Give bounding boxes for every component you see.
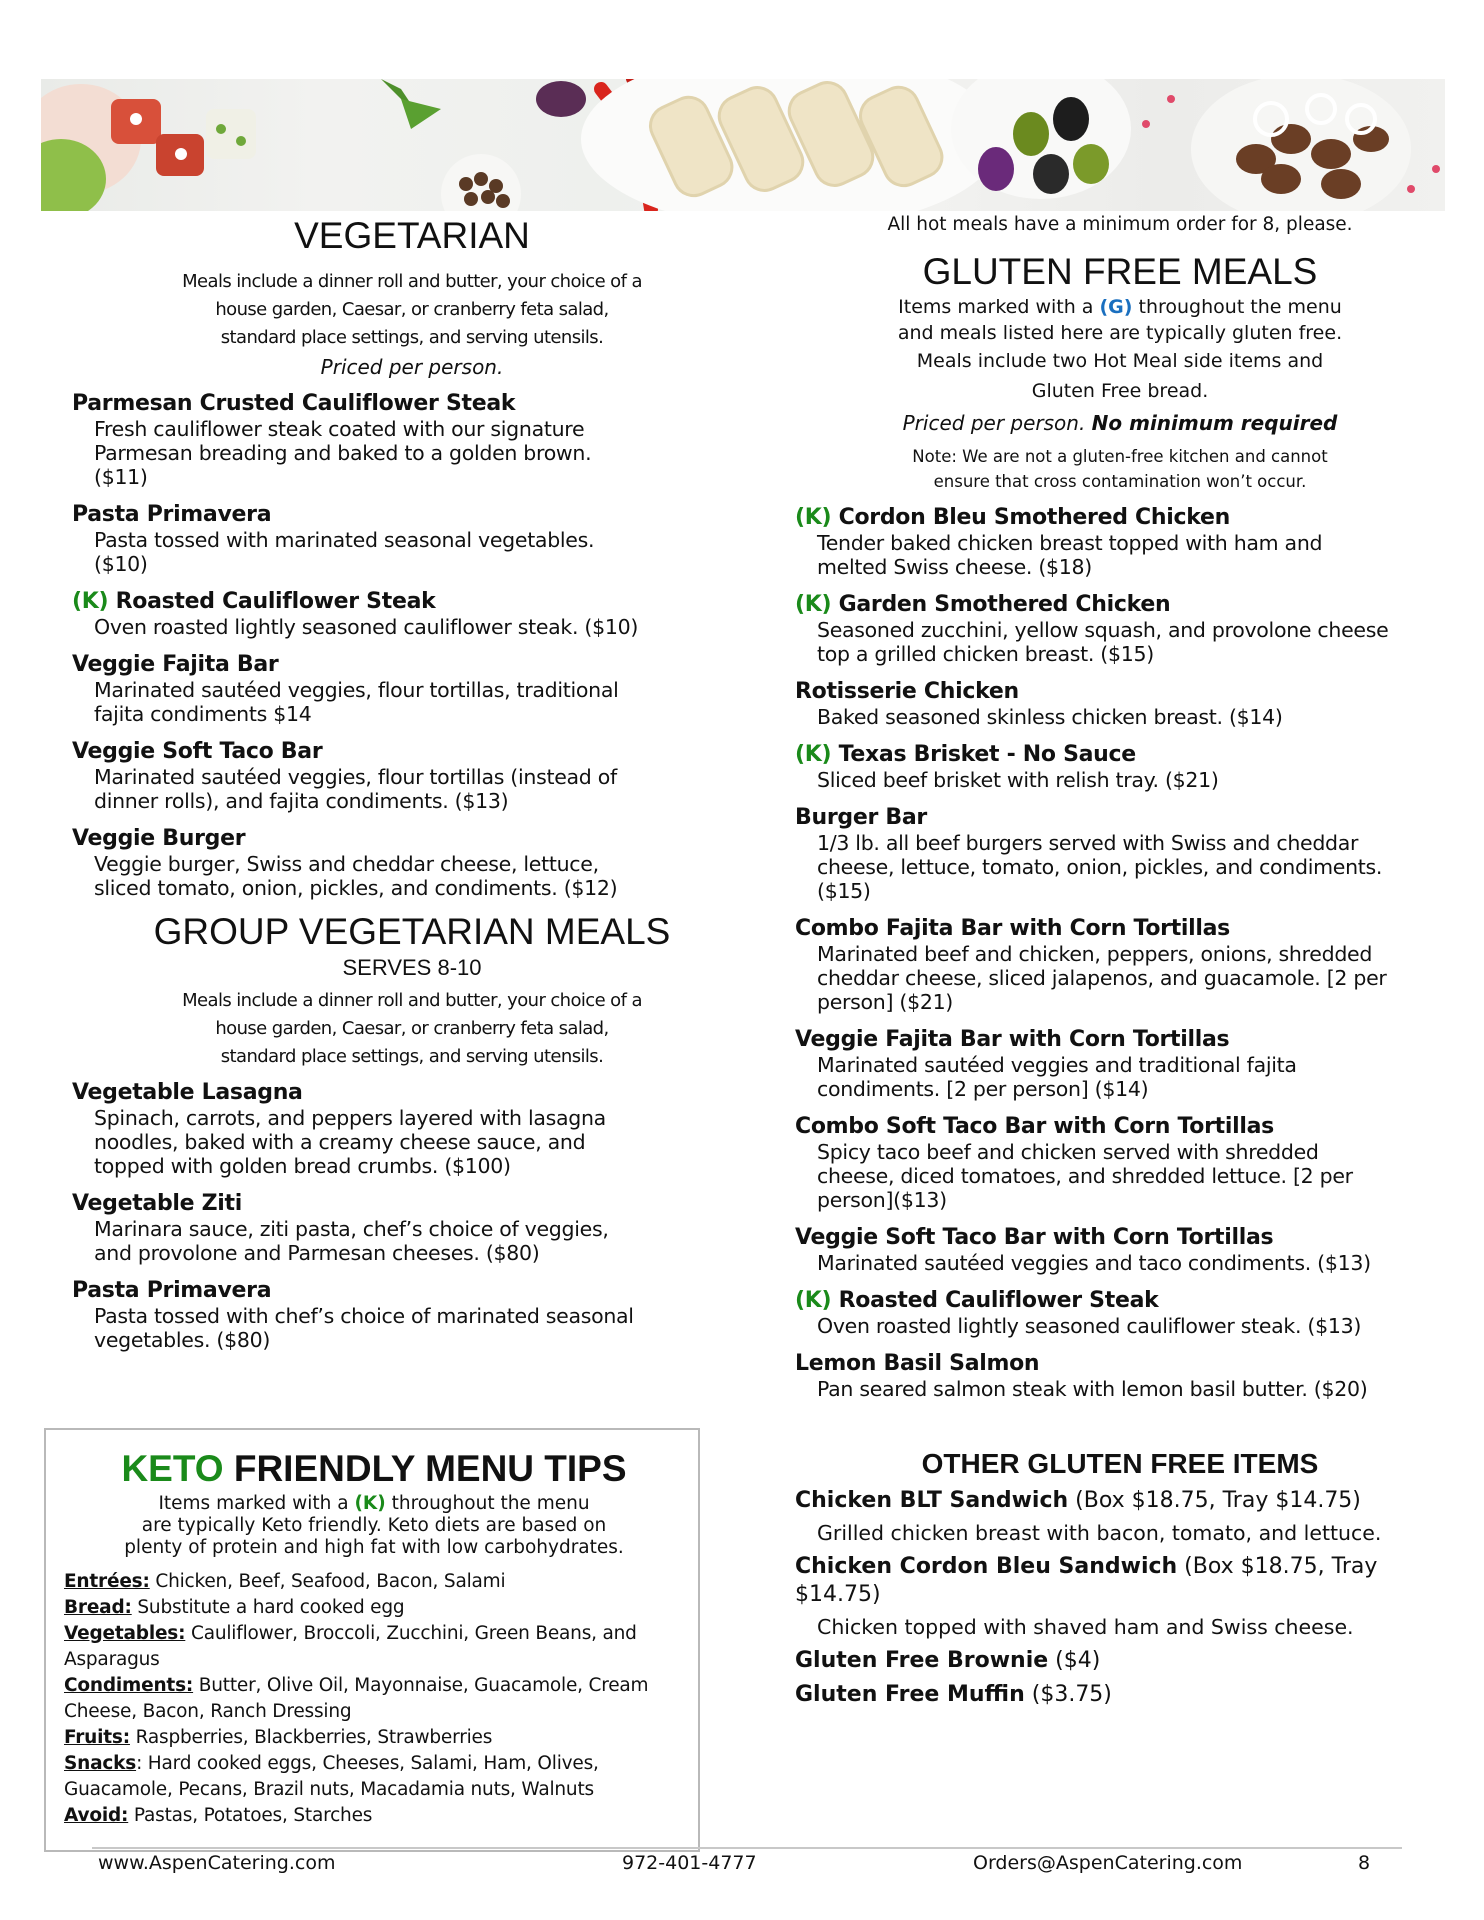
footer-website-link[interactable]: www.AspenCatering.com	[98, 1852, 336, 1874]
page-number: 8	[1358, 1852, 1371, 1874]
menu-item	[795, 591, 1445, 666]
keto-intro-text: Items marked with a	[158, 1492, 355, 1514]
other-item-name: Chicken Cordon Bleu Sandwich	[795, 1553, 1178, 1579]
other-item	[795, 1553, 1445, 1609]
menu-item	[795, 915, 1445, 1014]
menu-item-title: Vegetable Ziti	[72, 1190, 242, 1216]
menu-item	[795, 1026, 1445, 1101]
menu-item-description: ($10)	[94, 552, 148, 577]
menu-item-description: Pan seared salmon steak with lemon basil butter. ($20)	[817, 1377, 1368, 1402]
keto-row-text: Butter, Olive Oil, Mayonnaise, Guacamole, Cream Cheese, Bacon, Ranch Dressing	[64, 1674, 649, 1722]
menu-item-name	[795, 915, 1445, 942]
menu-item-title: Pasta Primavera	[72, 502, 272, 528]
menu-item-description: Marinated sautéed veggies and traditional fajita	[817, 1053, 1297, 1078]
keto-row-label: Entrées:	[64, 1570, 150, 1592]
keto-row-text: Pastas, Potatoes, Starches	[128, 1804, 373, 1826]
intro-line: house garden, Caesar, or cranberry feta salad,	[215, 299, 609, 321]
intro-line: standard place settings, and serving utensils.	[220, 327, 604, 349]
menu-item-name	[795, 741, 1445, 768]
keto-tag: (K)	[72, 589, 109, 615]
menu-item-description: Seasoned zucchini, yellow squash, and provolone cheese	[817, 618, 1389, 643]
left-column	[72, 212, 752, 1352]
keto-tag: (K)	[795, 1288, 832, 1314]
gf-intro-line: Meals include two Hot Meal side items and	[916, 350, 1324, 373]
group-vegetarian-subtitle: SERVES 8-10	[342, 954, 482, 980]
menu-item-title: Veggie Soft Taco Bar	[72, 739, 323, 765]
other-item	[795, 1647, 1445, 1675]
menu-item-title: Pasta Primavera	[72, 1277, 272, 1303]
menu-item-name	[795, 804, 1445, 831]
vegetarian-items	[72, 390, 752, 900]
keto-tag: (K)	[354, 1492, 386, 1514]
menu-item	[795, 678, 1445, 729]
menu-item-description: melted Swiss cheese. ($18)	[817, 555, 1092, 580]
other-item-name: Chicken BLT Sandwich	[795, 1487, 1069, 1513]
menu-item-description: Marinated sautéed veggies, flour tortillas, traditional	[94, 678, 619, 703]
footer-divider	[92, 1847, 1402, 1849]
menu-item-title: Veggie Fajita Bar	[72, 652, 279, 678]
keto-row	[64, 1803, 684, 1829]
keto-title	[64, 1448, 684, 1491]
menu-item-description: Oven roasted lightly seasoned cauliflower steak. ($13)	[817, 1314, 1362, 1339]
menu-item-description: person] ($21)	[817, 990, 954, 1015]
intro-line: Meals include a dinner roll and butter, your choice of a	[182, 989, 642, 1011]
other-item-price: ($4)	[1048, 1647, 1101, 1673]
other-gluten-free-items	[795, 1487, 1445, 1709]
group-vegetarian-intro	[72, 987, 752, 1071]
gluten-free-title: GLUTEN FREE MEALS	[922, 251, 1318, 292]
menu-item-title: Combo Fajita Bar with Corn Tortillas	[795, 916, 1230, 942]
menu-item-description: Parmesan breading and baked to a golden brown.	[94, 441, 592, 466]
menu-item-description: Marinated beef and chicken, peppers, onions, shredded	[817, 942, 1373, 967]
gf-intro-line: and meals listed here are typically gluten free.	[897, 322, 1343, 345]
keto-row-label: Avoid:	[64, 1804, 129, 1826]
other-gluten-free-title: OTHER GLUTEN FREE ITEMS	[921, 1448, 1319, 1480]
menu-item-description: sliced tomato, onion, pickles, and condiments. ($12)	[94, 876, 618, 901]
vegetarian-title: VEGETARIAN	[294, 215, 530, 256]
menu-item-name	[795, 591, 1445, 618]
gf-intro-text: throughout the menu	[1132, 296, 1342, 319]
menu-item-description: Baked seasoned skinless chicken breast. ($14)	[817, 705, 1283, 730]
menu-item	[72, 825, 752, 900]
menu-item-description: top a grilled chicken breast. ($15)	[817, 642, 1154, 667]
gf-priced: Priced per person.	[902, 411, 1086, 436]
menu-item	[795, 1113, 1445, 1212]
menu-item-description: ($15)	[817, 879, 871, 904]
menu-item-title: Veggie Soft Taco Bar with Corn Tortillas	[795, 1225, 1274, 1251]
keto-title-rest: FRIENDLY MENU TIPS	[223, 1448, 627, 1489]
other-item-price: ($3.75)	[1024, 1681, 1112, 1707]
keto-row	[64, 1569, 684, 1595]
menu-item-name	[72, 1079, 752, 1106]
menu-item	[72, 588, 752, 639]
menu-item-name	[795, 1026, 1445, 1053]
menu-item-title: Vegetable Lasagna	[72, 1079, 303, 1105]
keto-rows	[64, 1569, 684, 1829]
menu-item-description: fajita condiments $14	[94, 702, 312, 727]
keto-word: KETO	[121, 1448, 224, 1489]
keto-row	[64, 1673, 684, 1725]
keto-row-label: Vegetables:	[64, 1622, 186, 1644]
gf-no-minimum: No minimum required	[1091, 411, 1338, 436]
keto-intro-line: are typically Keto friendly. Keto diets are based on	[141, 1514, 607, 1536]
menu-item-description: Sliced beef brisket with relish tray. ($21)	[817, 768, 1219, 793]
menu-item-description: and provolone and Parmesan cheeses. ($80)	[94, 1240, 540, 1265]
minimum-order-note: All hot meals have a minimum order for 8, please.	[887, 214, 1353, 235]
intro-line: house garden, Caesar, or cranberry feta salad,	[215, 1017, 609, 1039]
menu-item	[795, 1287, 1445, 1338]
group-vegetarian-items	[72, 1079, 752, 1352]
menu-item	[795, 741, 1445, 792]
menu-item	[72, 1079, 752, 1178]
vegetarian-intro	[72, 268, 752, 382]
menu-item	[795, 804, 1445, 903]
keto-row	[64, 1595, 684, 1621]
right-column	[795, 212, 1445, 1709]
menu-item-title: Combo Soft Taco Bar with Corn Tortillas	[795, 1114, 1274, 1140]
menu-item-title: Parmesan Crusted Cauliflower Steak	[72, 391, 516, 417]
keto-intro-text: throughout the menu	[385, 1492, 590, 1514]
other-item-description: Grilled chicken breast with bacon, tomato, and lettuce.	[817, 1520, 1382, 1545]
keto-tag: (K)	[795, 505, 832, 531]
menu-item-description: Pasta tossed with chef’s choice of marinated seasonal	[94, 1303, 634, 1328]
menu-item-title: Veggie Fajita Bar with Corn Tortillas	[795, 1027, 1230, 1053]
keto-row	[64, 1725, 684, 1751]
menu-item-name	[795, 504, 1445, 531]
menu-item	[795, 1350, 1445, 1401]
menu-item-description: cheese, lettuce, tomato, onion, pickles, and condiments.	[817, 855, 1383, 880]
other-item-name: Gluten Free Brownie	[795, 1647, 1049, 1673]
group-vegetarian-title: GROUP VEGETARIAN MEALS	[153, 911, 671, 953]
menu-item-name	[72, 738, 752, 765]
footer-email-link[interactable]: Orders@AspenCatering.com	[973, 1852, 1243, 1874]
menu-item-description: dinner rolls), and fajita condiments. ($13)	[94, 789, 509, 814]
menu-item-description: ($11)	[94, 465, 148, 490]
menu-item-description: cheddar cheese, sliced jalapenos, and guacamole. [2 per	[817, 966, 1387, 991]
keto-intro-line: plenty of protein and high fat with low carbohydrates.	[124, 1536, 624, 1558]
menu-item-description: topped with golden bread crumbs. ($100)	[94, 1153, 511, 1178]
keto-row-label: Snacks	[64, 1752, 137, 1774]
menu-item-title: Cordon Bleu Smothered Chicken	[838, 505, 1230, 531]
other-item-name: Gluten Free Muffin	[795, 1681, 1025, 1707]
keto-row-label: Fruits:	[64, 1726, 130, 1748]
menu-item-title: Veggie Burger	[72, 826, 246, 852]
other-item	[795, 1681, 1445, 1709]
other-item-price: (Box $18.75, Tray $14.75)	[1068, 1487, 1361, 1513]
menu-item-title: Rotisserie Chicken	[795, 679, 1019, 705]
keto-row	[64, 1751, 684, 1803]
menu-item-title: Texas Brisket - No Sauce	[838, 742, 1136, 768]
menu-item	[72, 651, 752, 726]
keto-row-text: Cauliflower, Broccoli, Zucchini, Green Beans, and Asparagus	[64, 1622, 637, 1670]
menu-item-description: Fresh cauliflower steak coated with our signature	[94, 417, 585, 442]
menu-item-name	[795, 1113, 1445, 1140]
gluten-tag: (G)	[1099, 296, 1133, 319]
menu-item-description: Marinated sautéed veggies and taco condiments. ($13)	[817, 1251, 1371, 1276]
menu-item-description: 1/3 lb. all beef burgers served with Swiss and cheddar	[817, 831, 1359, 856]
menu-item-title: Roasted Cauliflower Steak	[115, 589, 436, 615]
food-banner-image	[41, 79, 1445, 211]
footer-phone: 972-401-4777	[622, 1852, 757, 1874]
menu-item-description: Marinara sauce, ziti pasta, chef’s choice of veggies,	[94, 1216, 609, 1241]
menu-item	[795, 504, 1445, 579]
other-item-price: (Box $18.75, Tray $14.75)	[795, 1553, 1378, 1607]
menu-item	[72, 501, 752, 576]
menu-item-name	[72, 390, 752, 417]
menu-item-title: Burger Bar	[795, 805, 927, 831]
keto-intro	[64, 1493, 684, 1559]
gf-note-line: ensure that cross contamination won’t occur.	[933, 472, 1307, 492]
other-item	[795, 1487, 1445, 1515]
menu-item-description: Pasta tossed with marinated seasonal vegetables.	[94, 528, 595, 553]
menu-item-title: Garden Smothered Chicken	[838, 592, 1171, 618]
menu-item-name	[72, 651, 752, 678]
menu-item-description: Spinach, carrots, and peppers layered with lasagna	[94, 1105, 606, 1130]
menu-item-name	[72, 501, 752, 528]
menu-item-name	[795, 1350, 1445, 1377]
gf-intro-text: Items marked with a	[898, 296, 1100, 319]
gf-intro-line	[795, 294, 1445, 320]
menu-item-name	[72, 825, 752, 852]
gf-priced-line	[795, 406, 1445, 440]
gf-intro-line: Gluten Free bread.	[1031, 380, 1209, 403]
menu-item-description: cheese, diced tomatoes, and shredded lettuce. [2 per	[817, 1164, 1353, 1189]
menu-item	[72, 390, 752, 489]
keto-row-text: : Hard cooked eggs, Cheeses, Salami, Ham, Olives, Guacamole, Pecans, Brazil nuts, Macadamia nuts, Walnuts	[64, 1752, 599, 1800]
keto-intro-line	[64, 1493, 684, 1515]
gluten-free-intro	[795, 294, 1445, 494]
intro-line: Meals include a dinner roll and butter, your choice of a	[182, 271, 642, 293]
menu-item-description: condiments. [2 per person] ($14)	[817, 1077, 1149, 1102]
menu-item-name	[72, 1277, 752, 1304]
intro-line: standard place settings, and serving utensils.	[220, 1045, 604, 1067]
menu-item-name	[72, 1190, 752, 1217]
keto-row	[64, 1621, 684, 1673]
keto-row-label: Condiments:	[64, 1674, 194, 1696]
other-item-description: Chicken topped with shaved ham and Swiss cheese.	[817, 1614, 1354, 1639]
food-banner-illustration	[41, 79, 1445, 211]
menu-item-name	[795, 1287, 1445, 1314]
menu-item	[795, 1224, 1445, 1275]
menu-item	[72, 1277, 752, 1352]
gluten-free-items	[795, 504, 1445, 1401]
keto-row-text: Chicken, Beef, Seafood, Bacon, Salami	[149, 1570, 506, 1592]
keto-tag: (K)	[795, 742, 832, 768]
menu-item-title: Lemon Basil Salmon	[795, 1351, 1040, 1377]
menu-item-name	[795, 678, 1445, 705]
keto-row-label: Bread:	[64, 1596, 132, 1618]
priced-per-person: Priced per person.	[320, 355, 504, 380]
menu-item-name	[795, 1224, 1445, 1251]
menu-item-description: person]($13)	[817, 1188, 947, 1213]
keto-tips-box	[44, 1428, 700, 1852]
menu-item-title: Roasted Cauliflower Steak	[838, 1288, 1159, 1314]
menu-item-description: Spicy taco beef and chicken served with shredded	[817, 1140, 1319, 1165]
menu-item-description: Marinated sautéed veggies, flour tortillas (instead of	[94, 765, 617, 790]
menu-item-description: Tender baked chicken breast topped with ham and	[817, 531, 1323, 556]
menu-item-description: vegetables. ($80)	[94, 1327, 271, 1352]
menu-item	[72, 738, 752, 813]
keto-tag: (K)	[795, 592, 832, 618]
menu-item-name	[72, 588, 752, 615]
menu-item-description: Oven roasted lightly seasoned cauliflower steak. ($10)	[94, 615, 639, 640]
keto-row-text: Substitute a hard cooked egg	[131, 1596, 405, 1618]
menu-item	[72, 1190, 752, 1265]
keto-row-text: Raspberries, Blackberries, Strawberries	[129, 1726, 493, 1748]
menu-item-description: Veggie burger, Swiss and cheddar cheese, lettuce,	[94, 852, 599, 877]
gf-note-line: Note: We are not a gluten-free kitchen and cannot	[912, 447, 1328, 467]
menu-item-description: noodles, baked with a creamy cheese sauce, and	[94, 1129, 586, 1154]
